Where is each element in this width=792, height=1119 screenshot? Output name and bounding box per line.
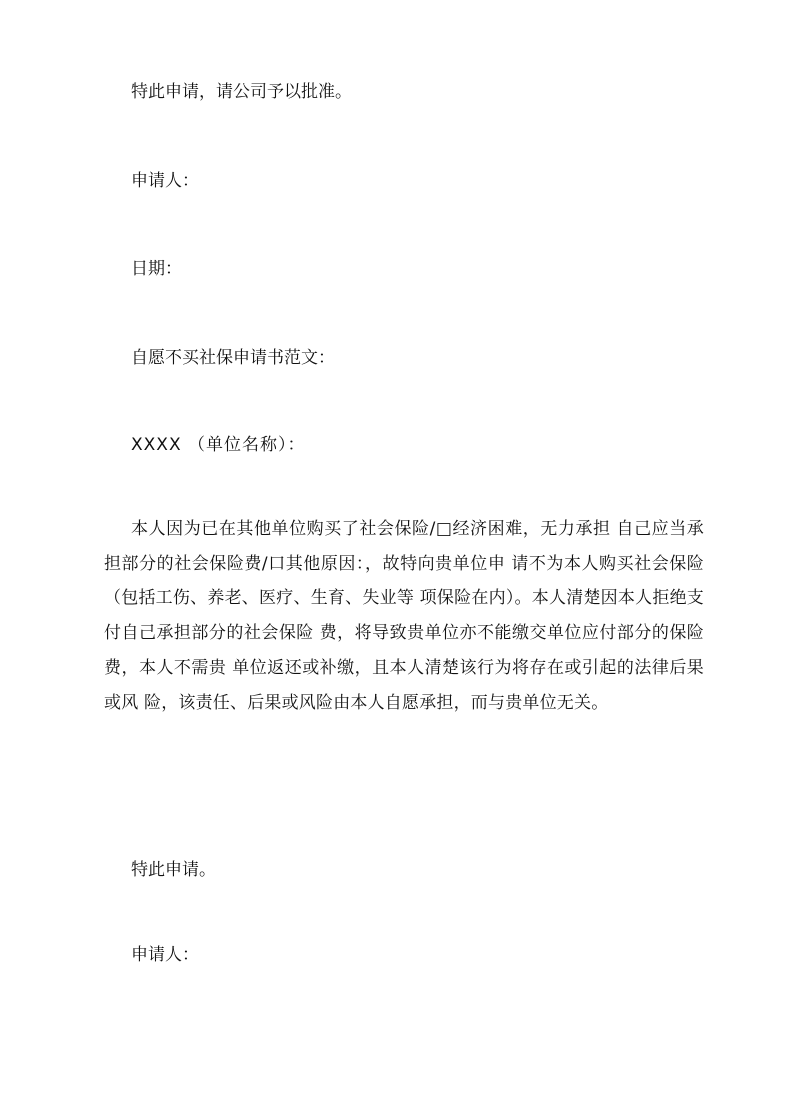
closing-statement: 特此申请，请公司予以批准。 — [131, 82, 352, 102]
applicant-label: 申请人： — [131, 171, 199, 191]
applicant-label-2: 申请人： — [131, 945, 199, 965]
sample-title: 自愿不买社保申请书范文： — [131, 348, 335, 368]
date-label: 日期： — [131, 259, 182, 279]
addressee-line: XXXX （单位名称）： — [131, 435, 306, 455]
body-paragraph: 本人因为已在其他单位购买了社会保险/□经济困难，无力承担 自己应当承担部分的社会保险费/口其他原因：，故特向贵单位申 请不为本人购买社会保险（包括工伤、养老、医疗、生育、失业等 项保险在内）。本人清楚因本人拒绝支付自己承担部分的社会保险 费，将导致贵单位亦不能缴交单位应付部分的保险费，本人不需贵 单位返还或补缴，且本人清楚该行为将存在或引起的法律后果或风 险，该责任、后果或风险由本人自愿承担，而与贵单位无关。 — [104, 519, 704, 713]
closing-statement-2: 特此申请。 — [131, 860, 216, 880]
